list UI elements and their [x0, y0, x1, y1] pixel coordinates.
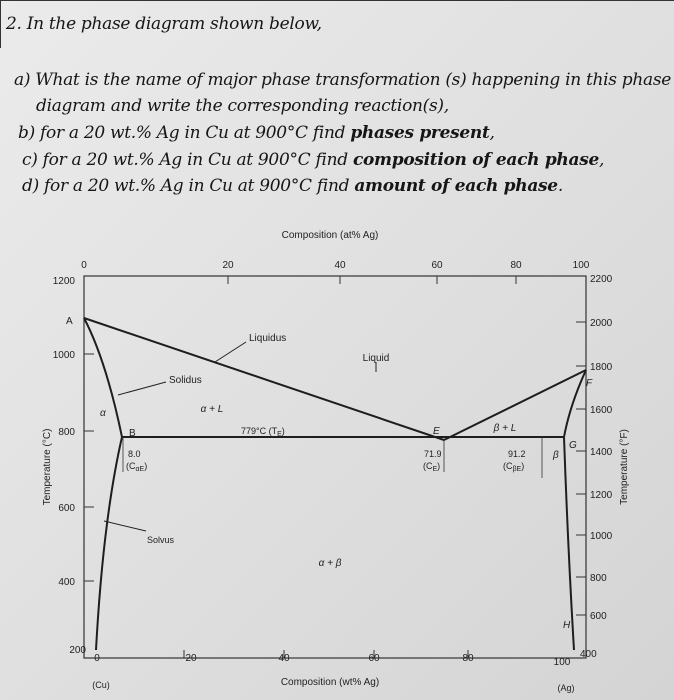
- c-beta-subscript: βE: [512, 466, 522, 473]
- right-tick-label: 800: [590, 573, 607, 584]
- question-a-line1: a) What is the name of major phase transformation (s) happening in this phase: [14, 70, 672, 90]
- point-e-label: E: [433, 426, 440, 437]
- c-e-label: [423, 461, 440, 473]
- question-b-punct: ,: [489, 123, 495, 143]
- solvus-right-curve: [564, 437, 574, 650]
- question-b-text: b) for a 20 wt.% Ag in Cu at 900°C find: [18, 123, 351, 143]
- solvus-pointer: [104, 521, 146, 531]
- c-e-value: 71.9: [424, 449, 442, 459]
- right-tick-label: 400: [580, 649, 597, 660]
- question-a-line2: diagram and write the corresponding reaction(s),: [36, 96, 449, 116]
- question-d-text: d) for a 20 wt.% Ag in Cu at 900°C find: [22, 176, 355, 196]
- c-beta-value: 91.2: [508, 449, 526, 459]
- c-beta-label: [503, 461, 524, 473]
- alpha-liquid-label: α + L: [200, 404, 224, 415]
- liquid-label: Liquid: [362, 353, 390, 364]
- composition-markers: [123, 437, 542, 478]
- bottom-tick-label: 0: [94, 653, 100, 664]
- left-tick-label: 600: [58, 503, 75, 514]
- question-title: 2. In the phase diagram shown below,: [6, 14, 322, 34]
- solvus-label: Solvus: [147, 535, 175, 545]
- top-tick-label: 0: [81, 260, 87, 271]
- bottom-tick-label: 80: [462, 653, 474, 664]
- c-alpha-subscript: αE: [135, 466, 145, 473]
- alpha-label: α: [100, 408, 106, 419]
- left-tick-label: 400: [58, 577, 75, 588]
- right-tick-label: 1800: [590, 362, 613, 373]
- right-tick-marks: [576, 322, 586, 615]
- solidus-left-curve: [84, 318, 122, 437]
- c-beta-label-text: (C: [503, 461, 513, 471]
- solidus-pointer: [118, 382, 166, 395]
- point-g-label: G: [569, 440, 577, 451]
- beta-liquid-label: β + L: [493, 423, 517, 434]
- top-axis-label: Composition (at% Ag): [281, 230, 379, 241]
- left-tick-marks: [84, 354, 94, 581]
- bottom-tick-label: 60: [368, 653, 380, 664]
- top-tick-marks: [84, 276, 586, 284]
- c-alpha-close: ): [144, 461, 148, 471]
- top-tick-label: 100: [572, 260, 590, 271]
- left-tick-label: 1000: [52, 350, 75, 361]
- question-c-emphasis: composition of each phase: [352, 150, 599, 170]
- point-f-label: F: [586, 378, 593, 389]
- left-tick-label: 200: [69, 645, 86, 656]
- top-tick-label: 20: [222, 260, 234, 271]
- eutectic-temp-subscript: E: [277, 431, 282, 438]
- question-c-text: c) for a 20 wt.% Ag in Cu at 900°C find: [22, 150, 353, 170]
- question-d-emphasis: amount of each phase: [354, 176, 558, 196]
- left-tick-label: 1200: [52, 276, 75, 287]
- right-tick-label: 2000: [590, 318, 613, 329]
- eutectic-temp-value: 779°C (T: [241, 426, 278, 436]
- bottom-tick-label: 20: [185, 653, 197, 664]
- c-e-label-text: (C: [423, 461, 433, 471]
- left-tick-label: 800: [58, 427, 75, 438]
- right-tick-label: 1400: [590, 447, 613, 458]
- c-e-subscript: E: [432, 466, 438, 473]
- right-axis-label: Temperature (°F): [619, 429, 630, 505]
- c-e-close: ): [437, 461, 441, 471]
- right-tick-label: 1600: [590, 405, 613, 416]
- ag-label: (Ag): [557, 683, 575, 693]
- bottom-tick-marks: [184, 650, 468, 658]
- eutectic-temp-close: ): [281, 426, 285, 436]
- question-b-emphasis: phases present: [350, 123, 490, 143]
- c-beta-close: ): [521, 461, 525, 471]
- beta-label: β: [553, 450, 559, 461]
- bottom-tick-label: 100: [553, 657, 571, 668]
- c-alpha-value: 8.0: [128, 449, 141, 459]
- top-tick-label: 40: [334, 260, 346, 271]
- c-alpha-label-text: (C: [126, 461, 136, 471]
- c-alpha-label: [126, 461, 147, 473]
- question-d-punct: .: [557, 176, 563, 196]
- right-tick-label: 1000: [590, 531, 613, 542]
- top-tick-label: 60: [431, 260, 443, 271]
- top-tick-label: 80: [510, 260, 522, 271]
- right-tick-label: 600: [590, 611, 607, 622]
- cu-label: (Cu): [92, 680, 110, 690]
- point-h-label: H: [563, 620, 571, 631]
- bottom-axis-label: Composition (wt% Ag): [280, 677, 380, 688]
- question-c-punct: ,: [599, 150, 605, 170]
- solvus-left-curve: [96, 437, 122, 650]
- left-axis-label: Temperature (°C): [42, 428, 53, 506]
- bottom-tick-label: 40: [278, 653, 290, 664]
- liquidus-pointer: [215, 342, 246, 362]
- liquidus-label: Liquidus: [249, 333, 287, 344]
- phase-boundaries: [84, 318, 586, 650]
- right-tick-label: 2200: [590, 274, 613, 285]
- right-tick-label: 1200: [590, 490, 613, 501]
- point-a-label: A: [66, 316, 73, 327]
- point-b-label: B: [129, 428, 136, 439]
- solidus-label: Solidus: [169, 375, 202, 386]
- alpha-beta-label: α + β: [318, 558, 342, 569]
